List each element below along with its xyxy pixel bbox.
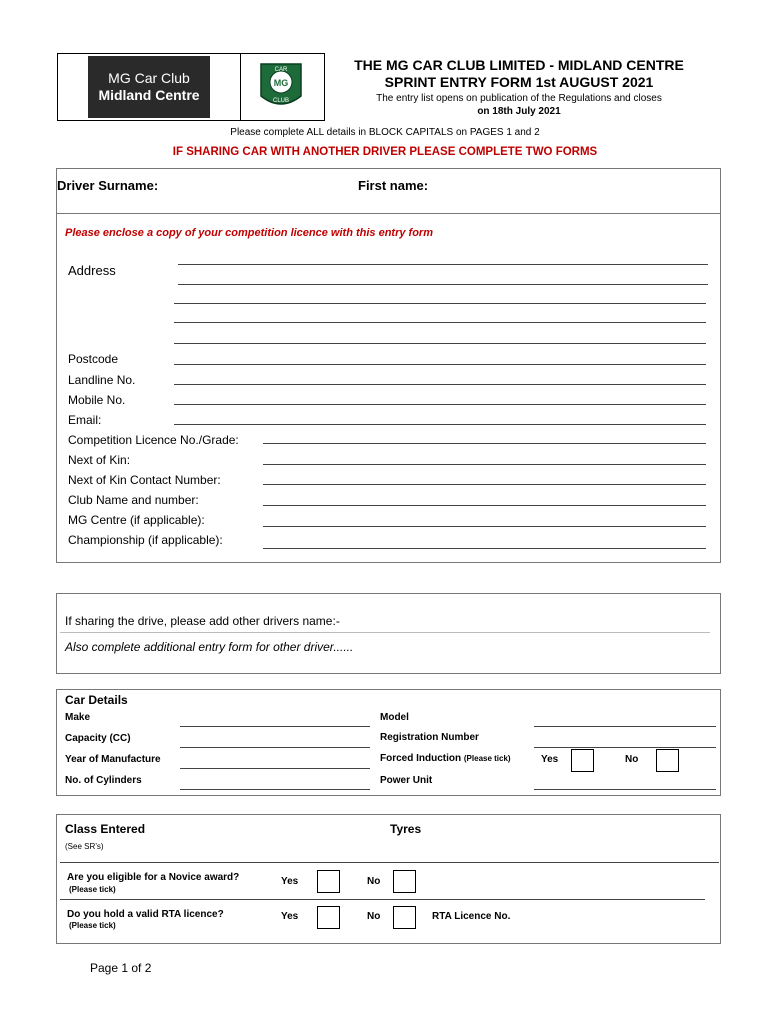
next-of-kin-field[interactable] — [263, 464, 706, 465]
competition-licence-label: Competition Licence No./Grade: — [68, 433, 239, 447]
registration-label: Registration Number — [380, 732, 479, 743]
badge-box — [239, 53, 325, 121]
tyres-label: Tyres — [390, 822, 422, 836]
rta-no-label: No — [367, 911, 381, 922]
next-of-kin-contact-label: Next of Kin Contact Number: — [68, 473, 221, 487]
entry-date: on 18th July 2021 — [477, 106, 561, 117]
power-unit-label: Power Unit — [380, 775, 433, 786]
surname-label: Driver Surname: — [57, 178, 159, 193]
championship-field[interactable] — [263, 548, 706, 549]
year-field[interactable] — [180, 768, 370, 769]
landline-label: Landline No. — [68, 373, 136, 387]
rta-tick: (Please tick) — [69, 921, 116, 930]
logo-box — [57, 53, 241, 121]
badge-mid: MG — [273, 78, 289, 88]
novice-question: Are you eligible for a Novice award? — [67, 872, 240, 883]
forced-induction-label — [380, 753, 511, 764]
make-label: Make — [65, 712, 91, 723]
first-name-label: First name: — [358, 178, 429, 193]
induction-no-label: No — [625, 754, 639, 765]
instructions: Please complete ALL details in BLOCK CAPITALS on PAGES 1 and 2 — [230, 127, 540, 138]
cylinders-field[interactable] — [180, 789, 370, 790]
sharing-warning: IF SHARING CAR WITH ANOTHER DRIVER PLEASE COMPLETE TWO FORMS — [172, 146, 598, 158]
forced-induction-tick: (Please tick) — [463, 754, 511, 763]
novice-yes-label: Yes — [281, 876, 299, 887]
rta-yes-checkbox[interactable] — [317, 906, 340, 929]
capacity-field[interactable] — [180, 747, 370, 748]
model-label: Model — [380, 712, 409, 723]
logo-line2: Midland Centre — [98, 87, 200, 103]
rta-licence-label: RTA Licence No. — [432, 911, 511, 922]
title-line1: THE MG CAR CLUB LIMITED - MIDLAND CENTRE — [354, 57, 684, 73]
club-logo — [88, 56, 210, 118]
sharing-note: Also complete additional entry form for other driver...... — [65, 640, 354, 654]
entry-note: The entry list opens on publication of the Regulations and closes — [376, 93, 662, 104]
title-line2: SPRINT ENTRY FORM 1st AUGUST 2021 — [384, 74, 654, 90]
induction-yes-checkbox[interactable] — [571, 749, 594, 772]
class-divider-2 — [60, 899, 705, 900]
class-divider-1 — [60, 862, 719, 863]
address-field-5[interactable] — [174, 343, 706, 344]
competition-licence-field[interactable] — [263, 443, 706, 444]
mobile-label: Mobile No. — [68, 393, 126, 407]
cylinders-label: No. of Cylinders — [65, 775, 142, 786]
club-field[interactable] — [263, 505, 706, 506]
landline-field[interactable] — [174, 384, 706, 385]
make-field[interactable] — [180, 726, 370, 727]
championship-label: Championship (if applicable): — [68, 533, 223, 547]
capacity-label: Capacity (CC) — [65, 733, 131, 744]
postcode-field[interactable] — [174, 364, 706, 365]
next-of-kin-label: Next of Kin: — [68, 453, 131, 467]
sharing-name-field[interactable] — [60, 632, 710, 633]
novice-yes-checkbox[interactable] — [317, 870, 340, 893]
address-field-3[interactable] — [174, 303, 706, 304]
rta-yes-label: Yes — [281, 911, 299, 922]
sharing-label: If sharing the drive, please add other drivers name:- — [65, 614, 340, 628]
email-field[interactable] — [174, 424, 706, 425]
rta-no-checkbox[interactable] — [393, 906, 416, 929]
page-number: Page 1 of 2 — [90, 961, 152, 975]
address-field-1[interactable] — [178, 264, 708, 265]
badge-top: CAR — [274, 67, 288, 73]
badge-bottom: CLUB — [272, 98, 290, 104]
novice-tick: (Please tick) — [69, 885, 116, 894]
postcode-label: Postcode — [68, 352, 119, 366]
year-label: Year of Manufacture — [65, 754, 161, 765]
mg-centre-field[interactable] — [263, 526, 706, 527]
club-label: Club Name and number: — [68, 493, 199, 507]
class-title: Class Entered — [65, 822, 146, 836]
email-label: Email: — [68, 413, 102, 427]
address-label: Address — [68, 263, 116, 278]
mg-centre-label: MG Centre (if applicable): — [68, 513, 205, 527]
forced-induction-text: Forced Induction — [380, 753, 462, 764]
licence-note: Please enclose a copy of your competition licence with this entry form — [65, 227, 433, 239]
model-field[interactable] — [534, 726, 716, 727]
address-field-2[interactable] — [178, 284, 708, 285]
next-of-kin-contact-field[interactable] — [263, 484, 706, 485]
see-srs: (See SR’s) — [65, 842, 104, 851]
form-title — [330, 57, 708, 91]
mobile-field[interactable] — [174, 404, 706, 405]
rta-question: Do you hold a valid RTA licence? — [67, 909, 224, 920]
car-details-title: Car Details — [65, 693, 128, 707]
induction-yes-label: Yes — [541, 754, 559, 765]
registration-field[interactable] — [534, 747, 716, 748]
novice-no-label: No — [367, 876, 381, 887]
sharing-box — [56, 593, 721, 674]
logo-line1: MG Car Club — [108, 70, 190, 86]
power-unit-field[interactable] — [534, 789, 716, 790]
mg-badge-icon — [257, 60, 305, 112]
induction-no-checkbox[interactable] — [656, 749, 679, 772]
novice-no-checkbox[interactable] — [393, 870, 416, 893]
address-field-4[interactable] — [174, 322, 706, 323]
